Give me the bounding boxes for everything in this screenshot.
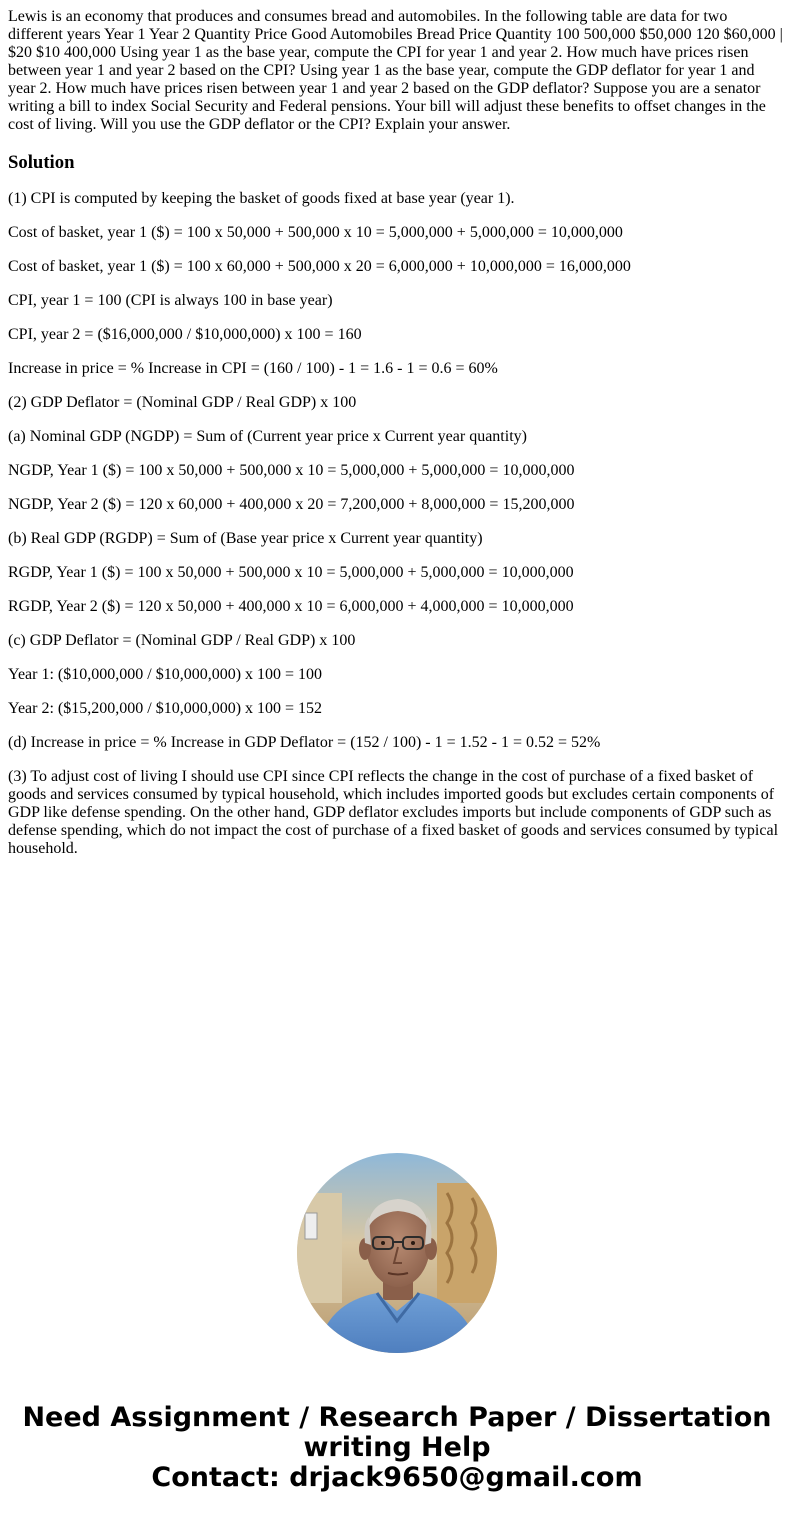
solution-paragraph-deflator-definition: (c) GDP Deflator = (Nominal GDP / Real GDP) x 100	[8, 632, 356, 649]
solution-paragraph-ngdp-year1: NGDP, Year 1 ($) = 100 x 50,000 + 500,000 x 10 = 5,000,000 + 5,000,000 = 10,000,000	[8, 462, 575, 479]
solution-paragraph-deflator-formula: (2) GDP Deflator = (Nominal GDP / Real GDP) x 100	[8, 394, 357, 411]
solution-paragraph-rgdp-year2: RGDP, Year 2 ($) = 120 x 50,000 + 400,000 x 10 = 6,000,000 + 4,000,000 = 10,000,000	[8, 598, 574, 615]
solution-paragraph-cpi-increase: Increase in price = % Increase in CPI = (160 / 100) - 1 = 1.6 - 1 = 0.6 = 60%	[8, 360, 498, 377]
solution-paragraph-basket-year1: Cost of basket, year 1 ($) = 100 x 50,000 + 500,000 x 10 = 5,000,000 + 5,000,000 = 10,000,000	[8, 224, 623, 241]
solution-paragraph-ngdp-definition: (a) Nominal GDP (NGDP) = Sum of (Current year price x Current year quantity)	[8, 428, 527, 445]
solution-paragraph-cpi-year1: CPI, year 1 = 100 (CPI is always 100 in base year)	[8, 292, 333, 309]
author-portrait	[297, 1153, 497, 1353]
solution-paragraph-deflator-increase: (d) Increase in price = % Increase in GDP Deflator = (152 / 100) - 1 = 1.52 - 1 = 0.52 = 52%	[8, 734, 601, 751]
portrait-illustration	[297, 1153, 497, 1353]
solution-paragraph-conclusion: (3) To adjust cost of living I should use CPI since CPI reflects the change in the cost of purchase of a fixed basket of goods and services consumed by typical household, which includes imported goods but excludes certain components of GDP like defense spending. On the other hand, GDP deflator excludes imports but include components of GDP such as defense spending, which do not impact the cost of purchase of a fixed basket of goods and services consumed by typical household.	[8, 768, 779, 857]
solution-paragraph-rgdp-year1: RGDP, Year 1 ($) = 100 x 50,000 + 500,000 x 10 = 5,000,000 + 5,000,000 = 10,000,000	[8, 564, 574, 581]
banner-contact-line: Contact: drjack9650@gmail.com	[151, 1462, 643, 1493]
solution-paragraph-ngdp-year2: NGDP, Year 2 ($) = 120 x 60,000 + 400,000 x 20 = 7,200,000 + 8,000,000 = 15,200,000	[8, 496, 575, 513]
solution-paragraph-cpi-year2: CPI, year 2 = ($16,000,000 / $10,000,000) x 100 = 160	[8, 326, 362, 343]
banner-line-1: Need Assignment / Research Paper / Dissertation	[22, 1402, 772, 1433]
solution-heading: Solution	[8, 152, 75, 173]
solution-paragraph-deflator-year1: Year 1: ($10,000,000 / $10,000,000) x 100 = 100	[8, 666, 323, 683]
banner-line-2: writing Help	[303, 1432, 491, 1463]
solution-paragraph-deflator-year2: Year 2: ($15,200,000 / $10,000,000) x 100 = 152	[8, 700, 323, 717]
contact-banner	[0, 1403, 794, 1493]
document-page	[8, 8, 786, 874]
solution-paragraph-cpi-intro: (1) CPI is computed by keeping the basket of goods fixed at base year (year 1).	[8, 190, 515, 207]
solution-paragraph-rgdp-definition: (b) Real GDP (RGDP) = Sum of (Base year price x Current year quantity)	[8, 530, 483, 547]
solution-paragraph-basket-year2: Cost of basket, year 1 ($) = 100 x 60,000 + 500,000 x 20 = 6,000,000 + 10,000,000 = 16,000,000	[8, 258, 631, 275]
question-text: Lewis is an economy that produces and consumes bread and automobiles. In the following table are data for two different years Year 1 Year 2 Quantity Price Good Automobiles Bread Price Quantity 100 500,000 $50,000 120 $60,000 | $20 $10 400,000 Using year 1 as the base year, compute the CPI for year 1 and year 2. How much have prices risen between year 1 and year 2 based on the CPI? Using year 1 as the base year, compute the GDP deflator for year 1 and year 2. How much have prices risen between year 1 and year 2 based on the GDP deflator? Suppose you are a senator writing a bill to index Social Security and Federal pensions. Your bill will adjust these benefits to offset changes in the cost of living. Will you use the GDP deflator or the CPI? Explain your answer.	[8, 8, 783, 133]
